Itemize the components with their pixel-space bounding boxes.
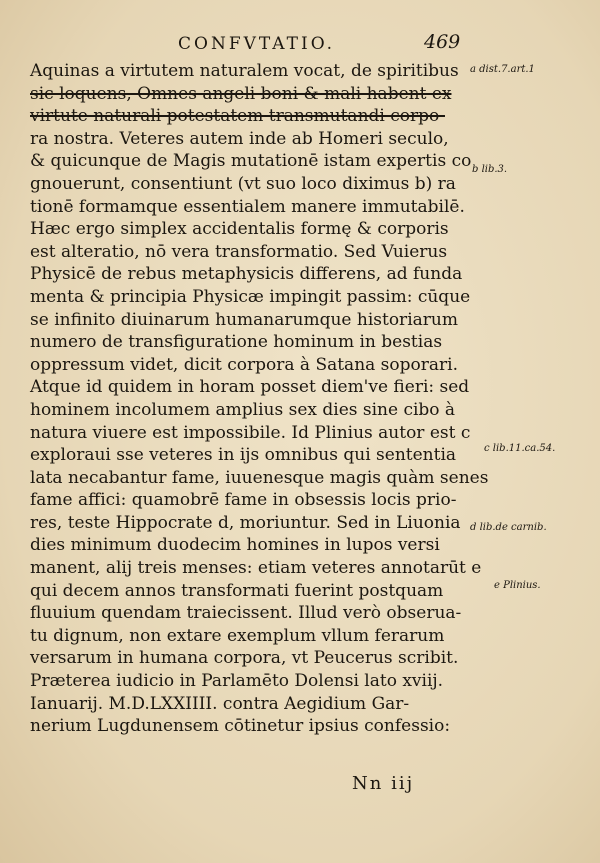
- text-line: Præterea iudicio in Parlamēto Dolensi lato xviij.: [30, 671, 444, 692]
- text-line: fluuium quendam traiecissent. Illud verò obserua-: [30, 603, 462, 624]
- text-line: Aquinas a virtutem naturalem vocat, de spiritibus: [30, 61, 459, 81]
- running-title: CONFVTATIO.: [178, 34, 336, 54]
- struck-text: sic loquens, Omnes angeli boni & mali habent ex: [30, 83, 452, 104]
- text-line: Physicē de rebus metaphysicis differens, ad funda: [30, 264, 463, 285]
- text-line: tu dignum, non extare exemplum vllum ferarum: [30, 625, 445, 646]
- text-line: se infinito diuinarum humanarumque historiarum: [30, 309, 458, 330]
- text-line: fame affici: quamobrē fame in obsessis locis prio-: [30, 490, 457, 511]
- text-line: hominem incolumem amplius sex dies sine cibo à: [30, 399, 456, 420]
- text-line: Hæc ergo simplex accidentalis formę & corporis: [30, 219, 449, 240]
- margin-note: b lib.3.: [472, 164, 508, 175]
- text-line: oppressum videt, dicit corpora à Satana soporari.: [30, 354, 458, 375]
- text-line: nerium Lugdunensem cōtinetur ipsius confessio:: [30, 716, 451, 737]
- text-line: versarum in humana corpora, vt Peucerus scribit.: [30, 648, 459, 669]
- text-line: natura viuere est impossibile. Id Plinius autor est c: [30, 422, 471, 443]
- text-line: numero de transfiguratione hominum in bestias: [30, 332, 443, 353]
- text-line: manent, alij treis menses: etiam veteres annotarūt e: [30, 558, 482, 579]
- margin-note: c lib.11.ca.54.: [484, 443, 556, 454]
- text-line: gnouerunt, consentiunt (vt suo loco diximus b) ra: [30, 173, 456, 194]
- text-line: qui decem annos transformati fuerint postquam: [30, 580, 444, 601]
- text-line: ra nostra. Veteres autem inde ab Homeri seculo,: [30, 128, 449, 149]
- signature-mark: Nn iij: [352, 773, 415, 794]
- margin-note: d lib.de carnib.: [470, 522, 547, 533]
- text-line: Ianuarij. M.D.LXXIIII. contra Aegidium Gar-: [30, 693, 410, 714]
- text-line: exploraui sse veteres in ijs omnibus qui sententia: [30, 445, 457, 466]
- text-line: lata necabantur fame, iuuenesque magis quàm senes: [30, 467, 489, 488]
- text-line: res, teste Hippocrate d, moriuntur. Sed in Liuonia: [30, 512, 461, 533]
- margin-note: e Plinius.: [494, 580, 541, 591]
- text-line: menta & principia Physicæ impingit passim: cūque: [30, 286, 471, 307]
- text-line: est alteratio, nō vera transformatio. Sed Vuierus: [30, 241, 448, 262]
- text-line: & quicunque de Magis mutationē istam expertis co: [30, 151, 472, 172]
- text-line: dies minimum duodecim homines in lupos versi: [30, 535, 440, 556]
- page-number: 469: [424, 31, 461, 53]
- text-line: tionē formamque essentialem manere immutabilē.: [30, 196, 465, 217]
- struck-text: virtute naturali potestatem transmutandi corpo-: [30, 106, 445, 127]
- margin-note: a dist.7.art.1: [470, 64, 535, 75]
- text-line: Atque id quidem in horam posset diem've fieri: sed: [30, 377, 470, 398]
